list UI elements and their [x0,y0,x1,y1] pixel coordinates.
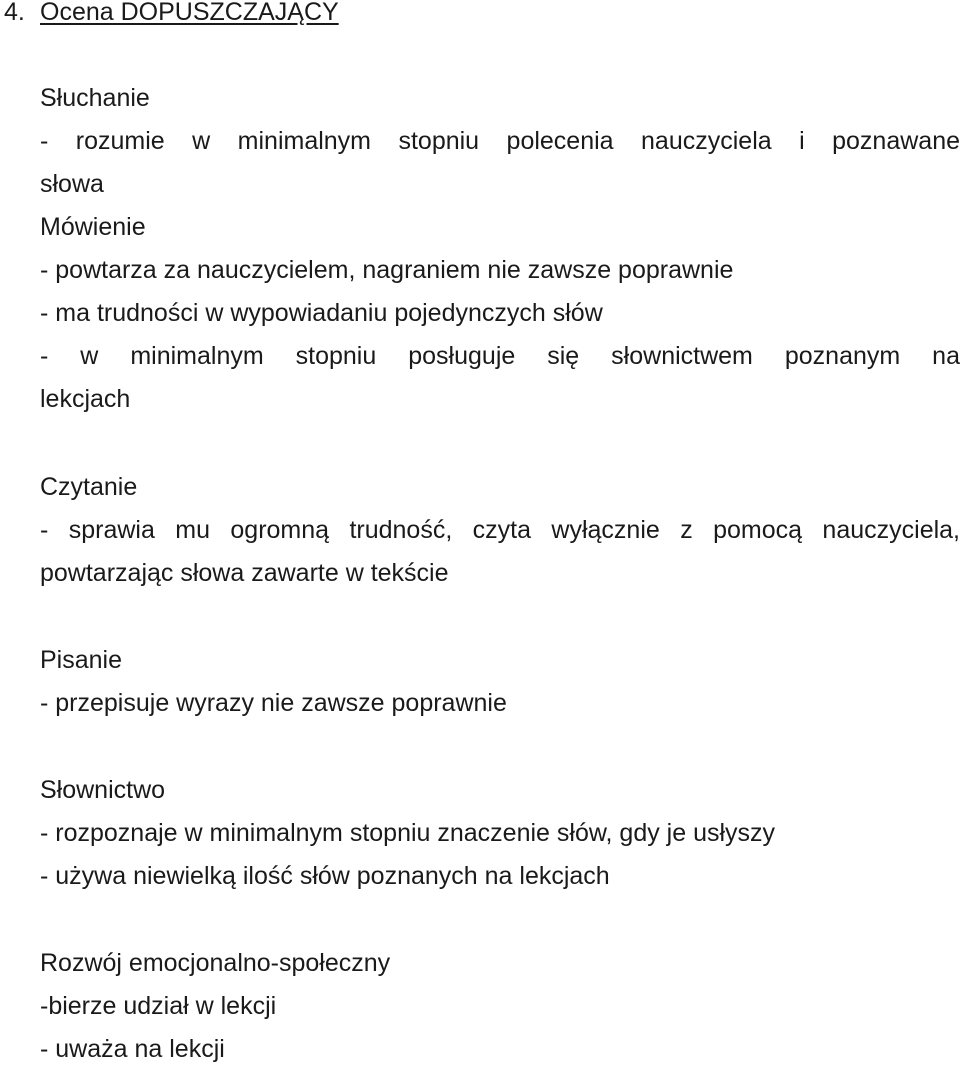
czytanie-item-1: - sprawia mu ogromną trudność, czyta wyłącznie z pomocą nauczyciela, [40,516,960,544]
sluchanie-item-1-cont: słowa [40,170,104,198]
section-title-sluchanie: Słuchanie [40,84,150,112]
rozwoj-item-1: -bierze udział w lekcji [40,992,277,1020]
section-title-czytanie: Czytanie [40,473,138,501]
section-heading [4,0,339,30]
section-title-slownictwo: Słownictwo [40,776,166,804]
mowienie-item-2: - ma trudności w wypowiadaniu pojedynczych słów [40,299,603,327]
heading-title: Ocena DOPUSZCZAJĄCY [40,0,339,26]
rozwoj-item-2: - uważa na lekcji [40,1035,225,1063]
section-title-rozwoj: Rozwój emocjonalno-społeczny [40,949,391,977]
slownictwo-item-2: - używa niewielką ilość słów poznanych na lekcjach [40,862,610,890]
section-title-pisanie: Pisanie [40,646,122,674]
mowienie-item-3-cont: lekcjach [40,385,131,413]
mowienie-item-1: - powtarza za nauczycielem, nagraniem nie zawsze poprawnie [40,256,734,284]
sluchanie-item-1: - rozumie w minimalnym stopniu polecenia nauczyciela i poznawane [40,127,960,155]
slownictwo-item-1: - rozpoznaje w minimalnym stopniu znaczenie słów, gdy je usłyszy [40,819,776,847]
pisanie-item-1: - przepisuje wyrazy nie zawsze poprawnie [40,689,507,717]
czytanie-item-1-cont: powtarzając słowa zawarte w tekście [40,559,449,587]
mowienie-item-3: - w minimalnym stopniu posługuje się słownictwem poznanym na [40,342,960,370]
heading-number: 4. [4,0,25,26]
section-title-mowienie: Mówienie [40,213,146,241]
